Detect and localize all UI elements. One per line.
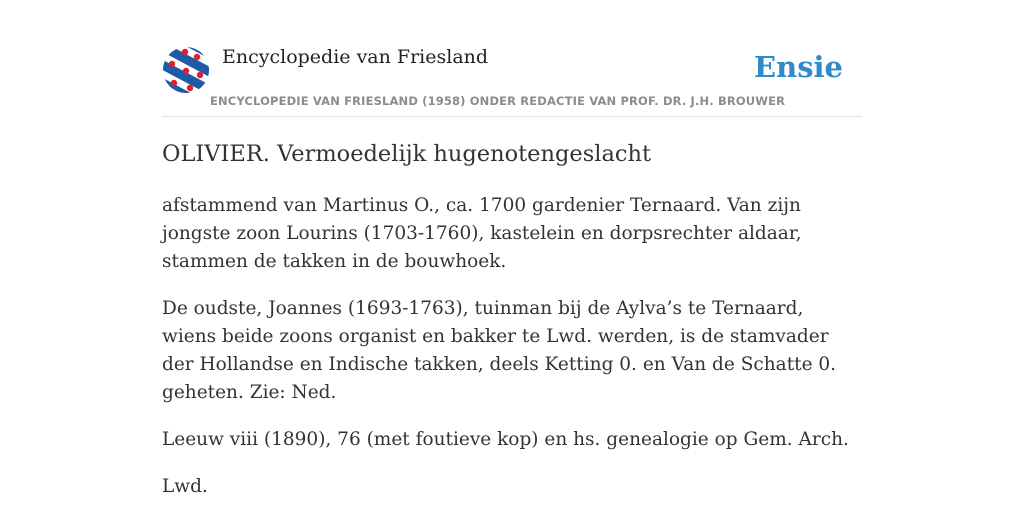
entry-body [162,192,862,512]
header [162,0,862,117]
page [162,0,862,512]
entry-paragraph: De oudste, Joannes (1693-1763), tuinman bij de Aylva’s te Ternaard, wiens beide zoons organist en bakker te Lwd. werden, is de stamvader der Hollandse en Indische takken, deels Ketting 0. en Van de Schatte 0. geheten. Zie: Ned. [162,298,837,403]
entry-title: OLIVIER. Vermoedelijk hugenotengeslacht [162,141,652,167]
entry-paragraph: Leeuw viii (1890), 76 (met foutieve kop) en hs. genealogie op Gem. Arch. [162,429,849,450]
frisian-flag-icon[interactable] [162,47,210,93]
entry-paragraph: afstammend van Martinus O., ca. 1700 gardenier Ternaard. Van zijn jongste zoon Lourins (1703-1760), kastelein en dorpsrechter aldaar, stammen de takken in de bouwhoek. [162,195,802,272]
encyclopedia-subtitle: ENCYCLOPEDIE VAN FRIESLAND (1958) ONDER REDACTIE VAN PROF. DR. J.H. BROUWER [210,94,786,108]
site-title[interactable]: Encyclopedie van Friesland [222,46,489,68]
entry-paragraph: Lwd. [162,476,208,497]
brand-logo[interactable]: Ensie [754,50,843,84]
